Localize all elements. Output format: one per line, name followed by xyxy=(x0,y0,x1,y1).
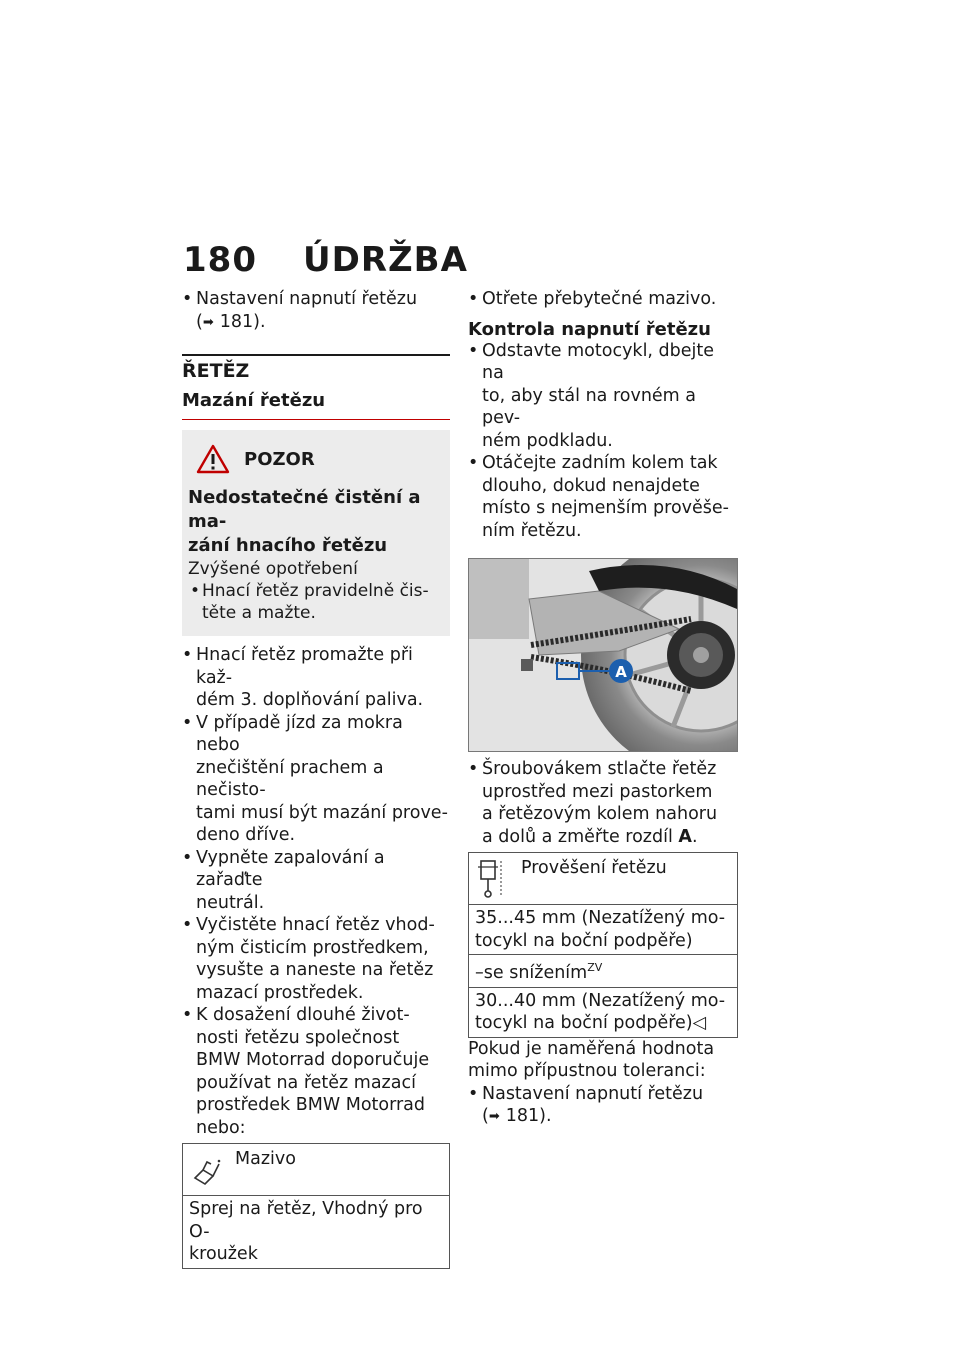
chain-sag-standard: 35...45 mm (Nezatížený mo- tocykl na boční podpěře) xyxy=(469,905,737,955)
warning-triangle-icon xyxy=(196,444,230,474)
list-item: • Hnací řetěz promažte při kaž- dém 3. doplňování paliva. xyxy=(182,644,450,712)
warning-title-line1: Nedostatečné čistění a ma- xyxy=(188,487,421,532)
page-number: 180 xyxy=(183,240,257,280)
cross-reference-arrow-icon: ➡ xyxy=(202,314,214,330)
page-header xyxy=(183,240,468,280)
cross-reference-arrow-icon: ➡ xyxy=(488,1109,500,1124)
reference-a: A xyxy=(678,826,692,847)
lubricant-table-value: Sprej na řetěz, Vhodný pro O- kroužek xyxy=(189,1199,423,1264)
measure-instruction: • Šroubovákem stlačte řetěz uprostřed mezi pastorkem a řetězovým kolem nahoru a dolů a změřte rozdíl A. xyxy=(468,758,738,848)
lubrication-steps xyxy=(182,644,450,1139)
option-code: ZV xyxy=(587,961,603,974)
list-item: • Odstavte motocykl, dbejte na to, aby stál na rovném a pev- ném podkladu. xyxy=(468,340,738,453)
final-cross-ref[interactable]: (➡ 181). xyxy=(468,1105,738,1129)
oil-can-icon xyxy=(189,1148,223,1190)
intro-bullet: • Nastavení napnutí řetězu xyxy=(182,288,450,311)
check-title: Kontrola napnutí řetězu xyxy=(468,318,711,340)
right-column xyxy=(468,288,738,1129)
warning-consequence: Zvýšené opotřebení xyxy=(188,559,358,579)
list-item: • Vypněte zapalování a zařaďte neutrál. xyxy=(182,847,450,915)
lubricant-table-title: Mazivo xyxy=(235,1149,296,1169)
chain-sag-lowered-label: –se snížením$^{ZV}$ xyxy=(469,955,737,988)
chain-sag-table-header xyxy=(469,853,737,905)
list-item: • Otřete přebytečné mazivo. xyxy=(468,288,738,311)
list-item: • V případě jízd za mokra nebo znečištění prachem a nečisto- tami musí být mazání prove- deno dříve. xyxy=(182,712,450,847)
warning-title-line2: zání hnacího řetězu xyxy=(188,535,388,556)
warning-box xyxy=(182,430,450,636)
warning-label: POZOR xyxy=(244,448,315,470)
left-column xyxy=(182,288,450,1269)
intro-cross-ref[interactable]: (➡ 181). xyxy=(182,311,450,335)
lubricant-table xyxy=(182,1143,450,1269)
warning-action: • Hnací řetěz pravidelně čis- těte a mažte. xyxy=(188,580,444,624)
section-title: ŘETĚZ xyxy=(182,354,450,382)
list-item: • K dosažení dlouhé život- nosti řetězu společnost BMW Motorrad doporučuje používat na řetěz mazací prostředek BMW Motorrad nebo: xyxy=(182,1004,450,1139)
photo-label-a: A xyxy=(615,663,627,681)
subsection-title: Mazání řetězu xyxy=(182,390,450,420)
warning-header xyxy=(188,444,444,474)
list-item: • Vyčistěte hnací řetěz vhod- ným čisticím prostředkem, vysušte a naneste na řetěz mazací prostředek. xyxy=(182,914,450,1004)
list-item: • Otáčejte zadním kolem tak dlouho, dokud nenajdete místo s nejmenším prověše- ním řetězu. xyxy=(468,452,738,542)
final-bullet: • Nastavení napnutí řetězu xyxy=(468,1083,738,1106)
out-of-tolerance-text: Pokud je naměřená hodnota mimo přípustnou toleranci: xyxy=(468,1038,715,1081)
chain-sag-table xyxy=(468,852,738,1038)
lubricant-table-header xyxy=(183,1144,449,1196)
chain-sag-title: Prověšení řetězu xyxy=(521,858,667,878)
measurement-gauge-icon xyxy=(475,857,509,899)
chain-sag-lowered: 30...40 mm (Nezatížený mo- tocykl na boční podpěře)◁ xyxy=(475,990,726,1033)
chapter-title: ÚDRŽBA xyxy=(302,240,468,280)
chain-photo xyxy=(468,558,738,752)
